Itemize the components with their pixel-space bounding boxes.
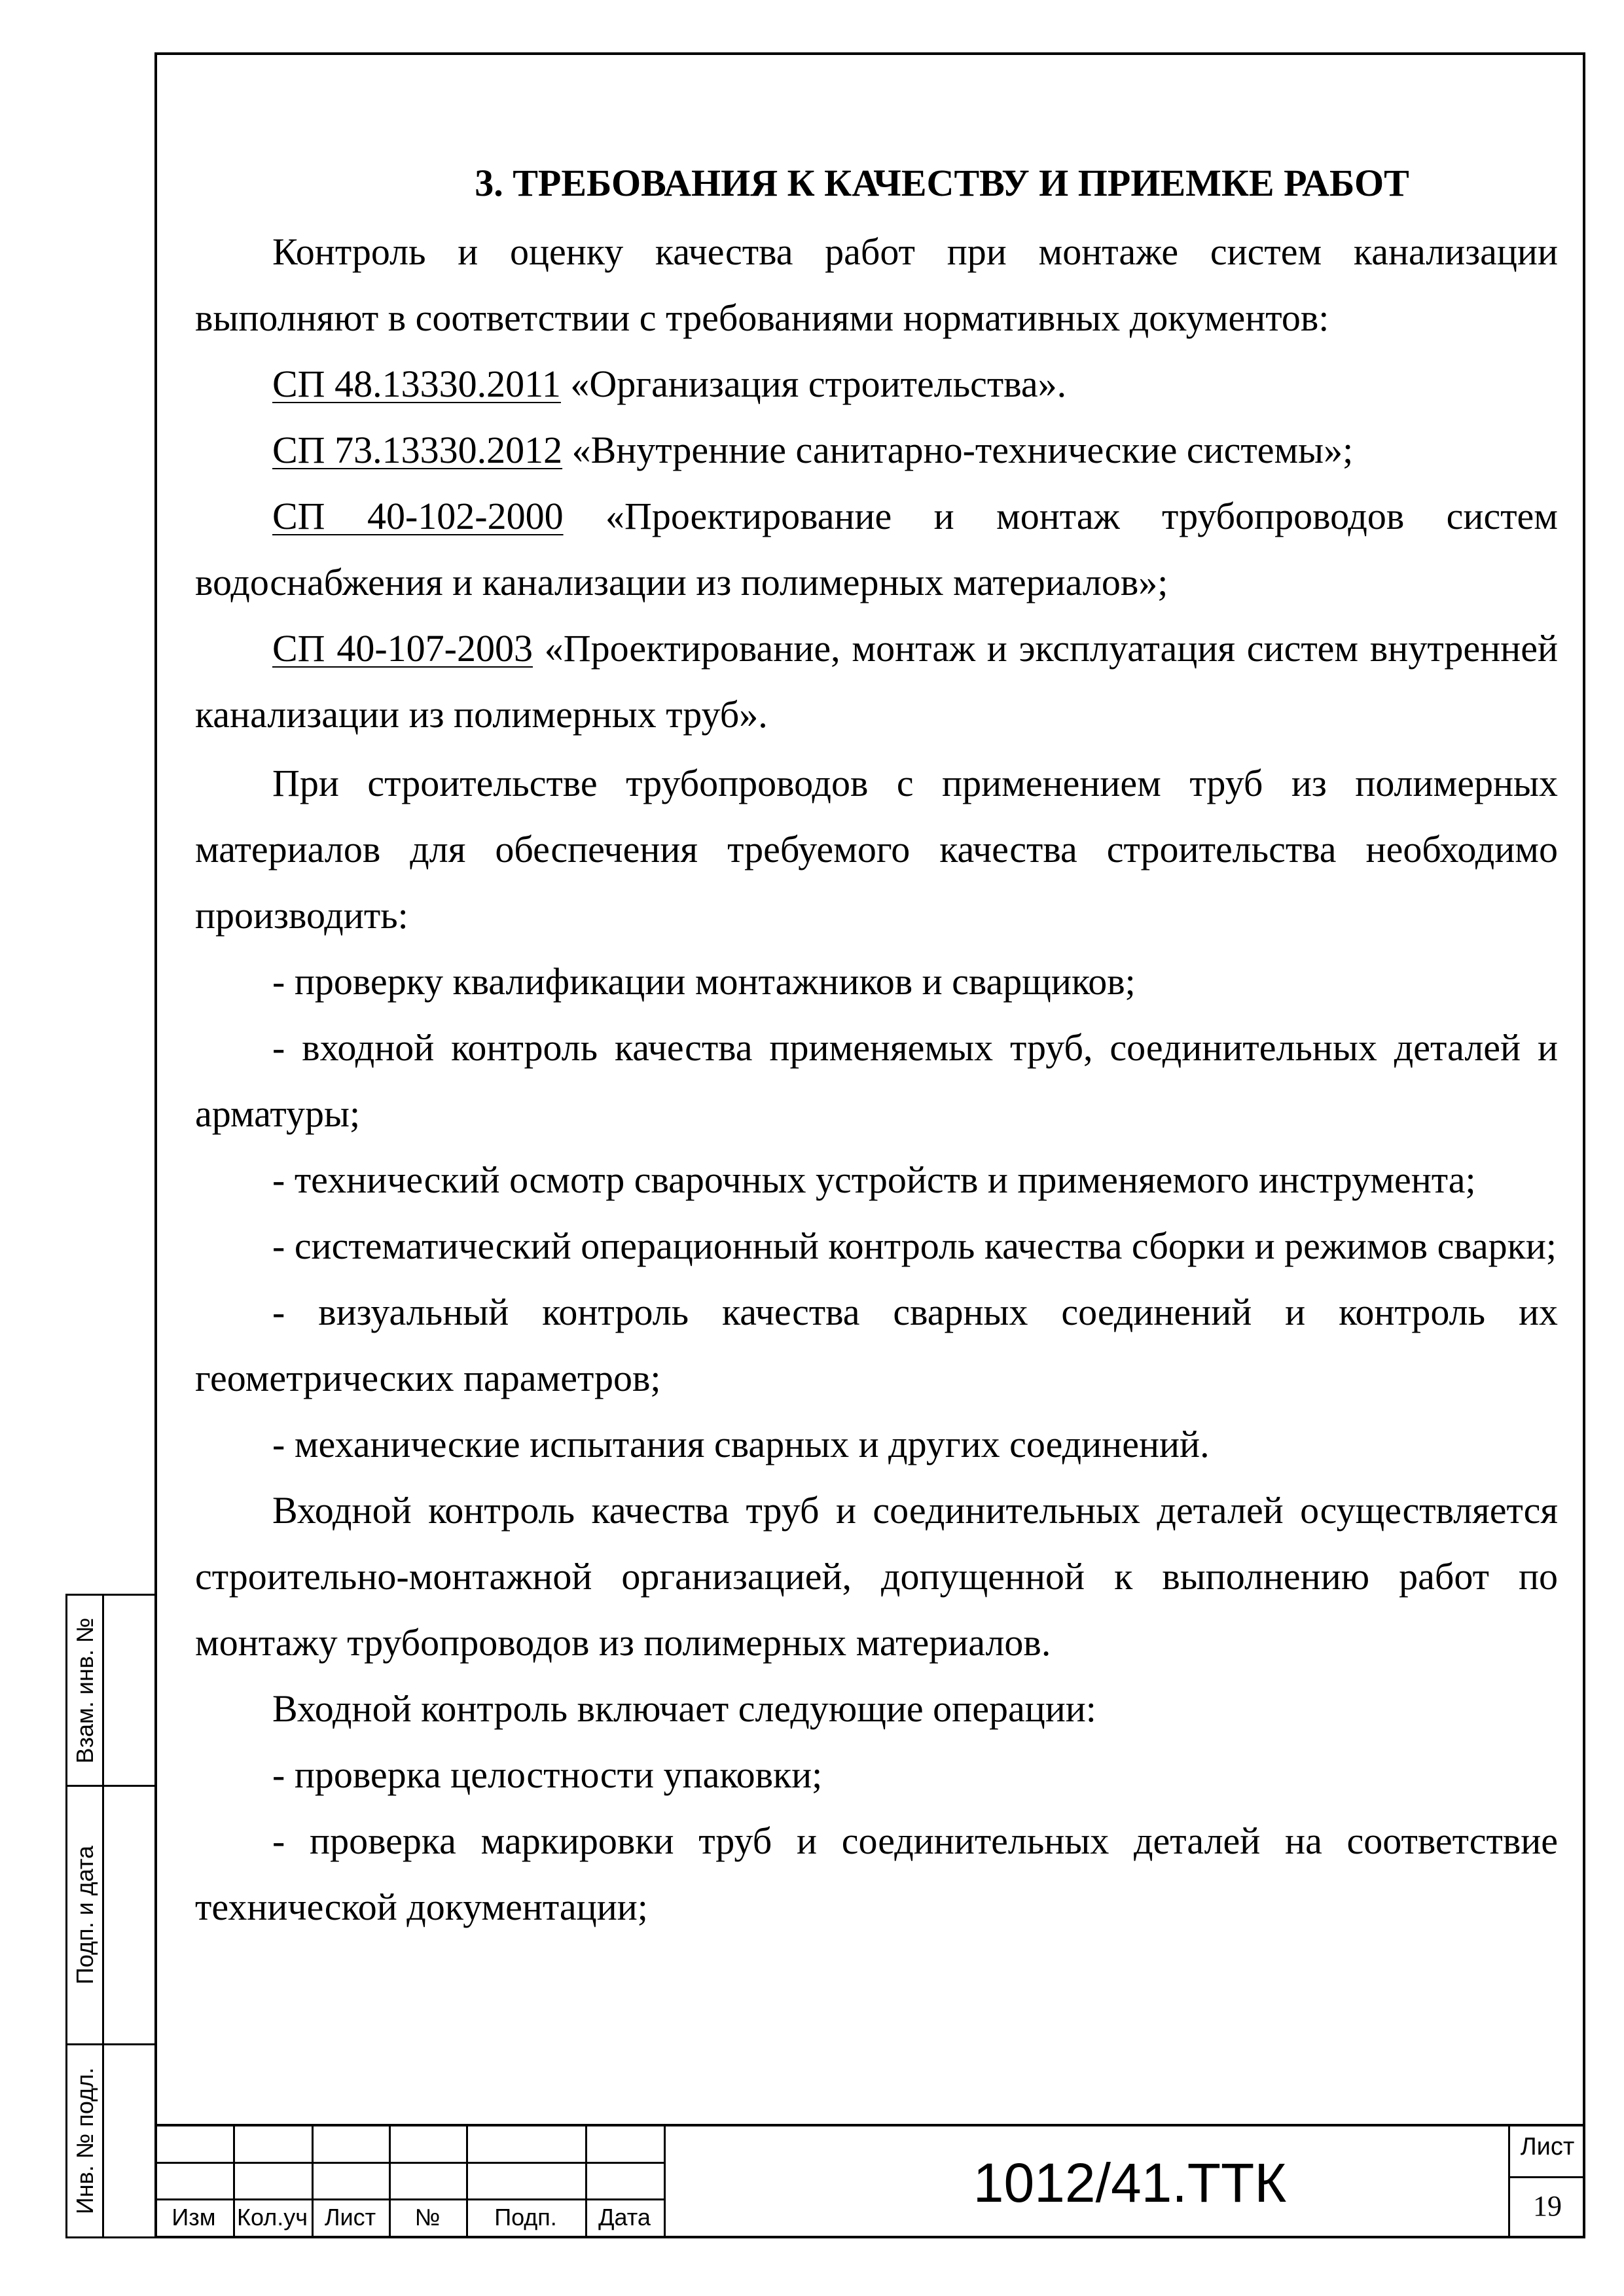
col-podp: Подп. — [494, 2204, 557, 2231]
reference-link[interactable]: СП 40-107-2003 — [272, 627, 533, 670]
side-stamp — [65, 1594, 154, 2238]
incoming-control-paragraph: Входной контроль качества труб и соединительных деталей осуществляется строительно-монтажной организацией, допущенной к выполнению работ по монтажу трубопроводов из полимерных материалов. — [195, 1489, 1558, 1664]
document-body — [195, 151, 1558, 1940]
list-item: - систематический операционный контроль качества сборки и режимов сварки; — [272, 1225, 1557, 1267]
sheet-number: 19 — [1533, 2190, 1562, 2222]
intro-paragraph: Контроль и оценку качества работ при монтаже систем канализации выполняют в соответствии с требованиями нормативных документов: — [195, 230, 1558, 339]
col-kol: Кол.уч — [237, 2204, 308, 2231]
list-item: - технический осмотр сварочных устройств и применяемого инструмента; — [272, 1158, 1476, 1201]
side-cell-vzam — [65, 1594, 154, 1787]
list-item: - проверку квалификации монтажников и сварщиков; — [272, 960, 1136, 1003]
list-item: - проверка целостности упаковки; — [272, 1753, 823, 1796]
reference-link[interactable]: СП 73.13330.2012 — [272, 429, 563, 471]
list-item: - входной контроль качества применяемых труб, соединительных деталей и арматуры; — [195, 1026, 1558, 1135]
title-block — [154, 2124, 1585, 2238]
reference-item: СП 40-107-2003 «Проектирование, монтаж и эксплуатация систем внутренней канализации из полимерных труб». — [195, 627, 1559, 736]
col-list: Лист — [324, 2204, 376, 2231]
side-label: Подп. и дата — [71, 1845, 98, 1985]
reference-item: СП 48.13330.2011 «Организация строительства». — [272, 363, 1067, 405]
side-cell-inv — [65, 2043, 154, 2238]
reference-link[interactable]: СП 40-102-2000 — [272, 495, 564, 537]
col-data: Дата — [598, 2204, 651, 2231]
col-num: № — [414, 2204, 441, 2231]
list-item: - механические испытания сварных и других соединений. — [272, 1423, 1210, 1465]
side-label: Инв. № подл. — [71, 2067, 98, 2215]
list-item: - визуальный контроль качества сварных соединений и контроль их геометрических параметров; — [195, 1291, 1558, 1399]
construction-paragraph: При строительстве трубопроводов с применением труб из полимерных материалов для обеспечения требуемого качества строительства необходимо производить: — [195, 762, 1558, 937]
side-cell-podp — [65, 1785, 154, 2045]
reference-item: СП 40-102-2000 «Проектирование и монтаж трубопроводов систем водоснабжения и канализации из полимерных материалов»; — [195, 495, 1558, 603]
section-title: 3. ТРЕБОВАНИЯ К КАЧЕСТВУ И ПРИЕМКЕ РАБОТ — [475, 162, 1409, 204]
reference-link[interactable]: СП 48.13330.2011 — [272, 363, 561, 405]
reference-item: СП 73.13330.2012 «Внутренние санитарно-технические системы»; — [272, 429, 1354, 471]
sheet-label: Лист — [1520, 2133, 1575, 2161]
list-item: - проверка маркировки труб и соединительных деталей на соответствие технической документации; — [195, 1820, 1558, 1928]
side-label: Взам. инв. № — [71, 1617, 98, 1764]
col-izm: Изм — [171, 2204, 216, 2231]
operations-paragraph: Входной контроль включает следующие операции: — [272, 1687, 1096, 1730]
document-code: 1012/41.ТТК — [973, 2152, 1287, 2214]
